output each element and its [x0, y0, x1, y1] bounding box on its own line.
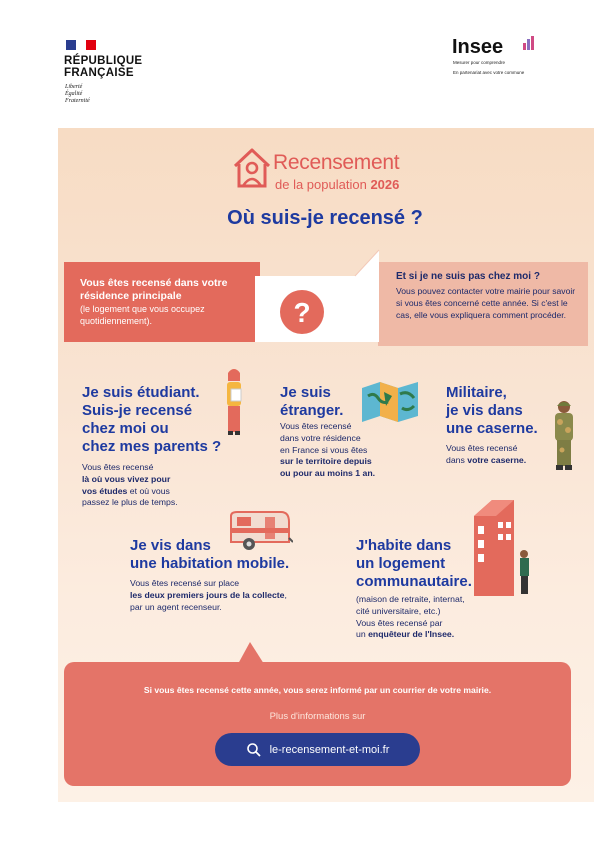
republique-francaise-logo: RÉPUBLIQUE FRANÇAISE [64, 55, 143, 79]
flag-icon [66, 40, 96, 50]
student-illustration [219, 367, 249, 437]
republic-motto: Liberté Égalité Fraternité [65, 84, 90, 104]
soldier-illustration [550, 400, 578, 472]
speech-pointer [238, 642, 264, 664]
map-illustration [362, 382, 420, 422]
poster-title: Recensement [273, 151, 400, 174]
insee-logo: Insee [452, 36, 504, 58]
foreigner-title: Je suis étranger. [280, 384, 344, 419]
main-question: Où suis-je recensé ? [227, 207, 423, 229]
website-url: le-recensement-et-moi.fr [269, 743, 390, 756]
insee-subtitle: En partenariat avec votre commune [453, 70, 525, 75]
info-box [64, 662, 571, 786]
insee-tagline: Mesurer pour comprendre [453, 60, 506, 65]
insee-bars-icon [523, 36, 534, 50]
banner-left-title: Vous êtes recensé dans votre résidence principale [80, 277, 228, 302]
info-text: Si vous êtes recensé cette année, vous serez informé par un courrier de votre mairie. [143, 685, 492, 695]
community-text: (maison de retraite, internat, cité universitaire, etc.) Vous êtes recensé par un enquêteur de l'Insee. [356, 594, 465, 640]
mobile-text: Vous êtes recensé sur place les deux premiers jours de la collecte, par un agent recenseur. [130, 578, 287, 612]
military-title: Militaire, je vis dans une caserne. [446, 384, 538, 437]
community-title: J'habite dans un logement communautaire. [356, 537, 472, 590]
more-info-label: Plus d'informations sur [269, 711, 366, 722]
mobile-title: Je vis dans une habitation mobile. [130, 537, 290, 572]
student-title: Je suis étudiant. Suis-je recensé chez moi ou chez mes parents ? [82, 384, 222, 455]
building-illustration [468, 496, 534, 600]
banner-right-text: Vous pouvez contacter votre mairie pour savoir si vous êtes concerné cette année. Si c'est le cas, elle vous expliquera comment procéder. [396, 286, 576, 320]
foreigner-text: Vous êtes recensé dans votre résidence en France si vous êtes sur le territoire depuis ou pour au moins 1 an. [280, 421, 376, 479]
student-text: Vous êtes recensé là où vous vivez pour vos études et où vous passez le plus de temps. [82, 462, 178, 508]
website-link-button[interactable] [215, 733, 420, 766]
banner-left-text: (le logement que vous occupez quotidiennement). [80, 304, 205, 326]
search-icon [246, 742, 262, 758]
svg-text:?: ? [293, 297, 311, 328]
question-house-icon [255, 246, 383, 346]
poster-subtitle: de la population 2026 [275, 177, 400, 192]
house-person-icon [232, 146, 272, 190]
military-text: Vous êtes recensé dans votre caserne. [446, 443, 527, 465]
banner-right-title: Et si je ne suis pas chez moi ? [396, 271, 540, 282]
